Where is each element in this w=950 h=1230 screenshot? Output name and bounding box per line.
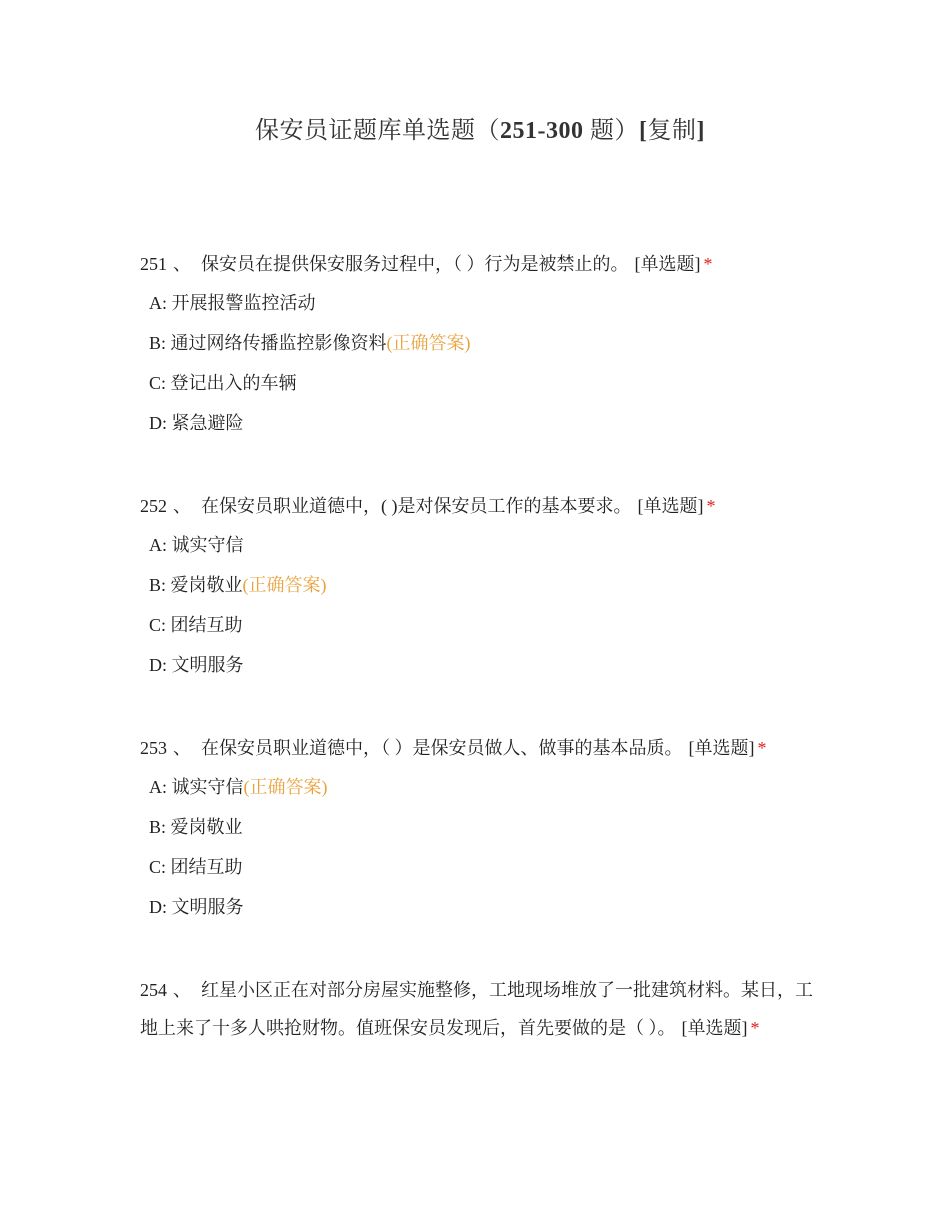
- correct-answer-label: (正确答案): [242, 575, 327, 595]
- option-text: 文明服务: [171, 897, 244, 917]
- question-type: [单选题]: [688, 738, 755, 758]
- options-list: [140, 775, 820, 935]
- question-252: [140, 487, 820, 693]
- question-stem: [140, 487, 820, 525]
- option-key: A:: [149, 535, 167, 555]
- copy-bracket-open: [: [639, 118, 648, 144]
- copy-bracket-close: ]: [696, 118, 705, 144]
- question-stem: [140, 729, 820, 767]
- option-text: 通过网络传播监控影像资料: [170, 333, 387, 353]
- option-b[interactable]: [149, 573, 820, 613]
- option-key: C:: [149, 615, 167, 635]
- correct-answer-label: (正确答案): [386, 333, 471, 353]
- option-key: A:: [149, 777, 167, 797]
- option-b[interactable]: [149, 331, 820, 371]
- option-a[interactable]: [149, 533, 820, 573]
- question-251: [140, 245, 820, 451]
- question-text: 保安员在提供保安服务过程中，（ ）行为是被禁止的。: [201, 254, 629, 274]
- question-number: 253: [140, 738, 167, 758]
- question-separator: 、: [173, 496, 191, 516]
- option-c[interactable]: [149, 613, 820, 653]
- page-title: [0, 110, 950, 145]
- option-key: D:: [149, 897, 167, 917]
- question-type: [单选题]: [681, 1018, 748, 1038]
- option-key: C:: [149, 857, 167, 877]
- option-d[interactable]: [149, 895, 820, 935]
- option-text: 诚实守信: [171, 535, 244, 555]
- option-text: 爱岗敬业: [170, 817, 243, 837]
- copy-link[interactable]: 复制: [647, 118, 697, 144]
- question-stem: [140, 245, 820, 283]
- option-key: B:: [149, 817, 167, 837]
- question-254: [140, 971, 820, 1047]
- option-a[interactable]: [149, 775, 820, 815]
- option-d[interactable]: [149, 653, 820, 693]
- option-key: C:: [149, 373, 167, 393]
- option-text: 登记出入的车辆: [170, 373, 297, 393]
- question-type: [单选题]: [637, 496, 704, 516]
- title-mid: 题）: [583, 118, 639, 144]
- question-number: 254: [140, 980, 167, 1000]
- question-type: [单选题]: [634, 254, 701, 274]
- option-text: 开展报警监控活动: [171, 293, 316, 313]
- title-prefix: 保安员证题库单选题（: [255, 118, 500, 144]
- options-list: [140, 291, 820, 451]
- option-key: B:: [149, 333, 167, 353]
- required-mark: *: [706, 496, 716, 516]
- option-text: 爱岗敬业: [170, 575, 243, 595]
- required-mark: *: [703, 254, 713, 274]
- option-d[interactable]: [149, 411, 820, 451]
- option-text: 诚实守信: [171, 777, 244, 797]
- option-c[interactable]: [149, 371, 820, 411]
- question-separator: 、: [173, 980, 191, 1000]
- option-b[interactable]: [149, 815, 820, 855]
- question-text: 在保安员职业道德中，（ ）是保安员做人、做事的基本品质。: [201, 738, 683, 758]
- option-text: 紧急避险: [171, 413, 244, 433]
- option-key: A:: [149, 293, 167, 313]
- question-stem: [140, 971, 820, 1047]
- question-separator: 、: [173, 254, 191, 274]
- option-key: D:: [149, 655, 167, 675]
- question-253: [140, 729, 820, 935]
- option-key: B:: [149, 575, 167, 595]
- options-list: [140, 533, 820, 693]
- title-range: 251-300: [500, 118, 584, 144]
- option-text: 文明服务: [171, 655, 244, 675]
- correct-answer-label: (正确答案): [243, 777, 328, 797]
- option-c[interactable]: [149, 855, 820, 895]
- option-key: D:: [149, 413, 167, 433]
- question-number: 251: [140, 254, 167, 274]
- option-a[interactable]: [149, 291, 820, 331]
- required-mark: *: [757, 738, 767, 758]
- option-text: 团结互助: [170, 615, 243, 635]
- question-number: 252: [140, 496, 167, 516]
- question-text: 红星小区正在对部分房屋实施整修，工地现场堆放了一批建筑材料。某日，工地上来了十多人哄抢财物。值班保安员发现后，首先要做的是（ ）。: [140, 980, 813, 1038]
- question-text: 在保安员职业道德中，( )是对保安员工作的基本要求。: [201, 496, 632, 516]
- option-text: 团结互助: [170, 857, 243, 877]
- question-separator: 、: [173, 738, 191, 758]
- required-mark: *: [750, 1018, 760, 1038]
